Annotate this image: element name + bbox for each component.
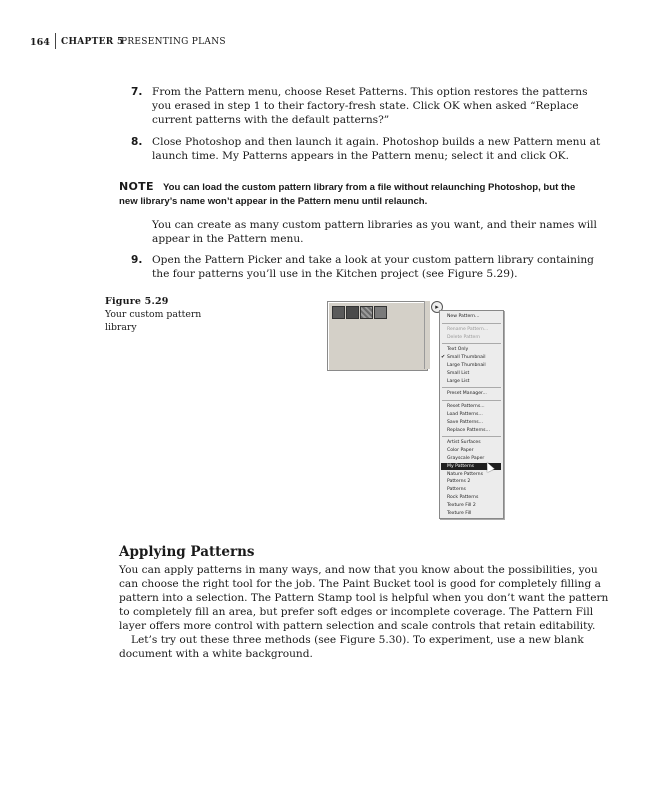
menu-item: Preset Manager... (447, 391, 487, 397)
menu-separator (442, 343, 501, 344)
menu-separator (442, 436, 501, 437)
step-number: 9. (131, 254, 143, 266)
step-number: 8. (131, 136, 143, 148)
step-7 (131, 85, 609, 129)
pattern-swatch (346, 306, 359, 319)
header-divider (55, 33, 56, 49)
picker-scrollbar (424, 301, 430, 369)
menu-separator (442, 400, 501, 401)
menu-item: Patterns 2 (447, 479, 471, 485)
menu-item: Texture Fill (447, 510, 472, 516)
menu-item: Large Thumbnail (447, 363, 486, 368)
chapter-label: CHAPTER 5 (61, 37, 124, 47)
pattern-picker-panel (327, 301, 428, 371)
menu-item: Color Paper (447, 448, 474, 454)
section-paragraph: Let’s try out these three methods (see Figure 5.30). To experiment, use a new blank document with a white background. (119, 634, 584, 660)
menu-item: Save Patterns... (447, 419, 484, 425)
menu-item: Load Patterns... (447, 412, 483, 417)
step-text: Close Photoshop and then launch it again. Photoshop builds a new Pattern menu at launch time. My Patterns appears in the Pattern menu; select it and click OK. (152, 136, 601, 162)
figure-label: Figure 5.29 (105, 296, 169, 307)
page-number: 164 (30, 37, 50, 48)
menu-item: New Pattern... (447, 314, 480, 319)
section-heading: Applying Patterns (119, 544, 255, 560)
pattern-swatch (374, 306, 387, 319)
note-label: NOTE (119, 180, 154, 193)
menu-item: My Patterns (441, 463, 501, 470)
menu-item: Nature Patterns (447, 471, 483, 477)
menu-item: Small Thumbnail (447, 355, 486, 361)
menu-item: Rock Patterns (447, 495, 479, 500)
note-text: You can load the custom pattern library from a file without relaunching Photoshop, but the new library’s name won’t appear in the Pattern menu until relaunch. (119, 182, 576, 207)
step-number: 7. (131, 86, 143, 98)
menu-item: Replace Patterns... (447, 427, 490, 433)
step-text: Open the Pattern Picker and take a look at your custom pattern library containing the four patterns you’ll use in the Kitchen project (see Figure 5.29). (152, 254, 594, 280)
menu-item: Artist Surfaces (447, 440, 481, 446)
menu-item: Large List (447, 378, 470, 384)
menu-item: Reset Patterns... (447, 404, 485, 410)
menu-separator (442, 387, 501, 388)
step-9 (131, 253, 609, 283)
checkmark-icon: ✔ (441, 354, 446, 361)
step-8 (131, 135, 609, 165)
step-text: From the Pattern menu, choose Reset Patterns. This option restores the patterns you erased in step 1 to their factory-fresh state. Click OK when asked “Replace current patterns with the default patterns?” (152, 86, 588, 126)
picker-menu-arrow-icon: ▸ (431, 301, 443, 313)
menu-item: Patterns (447, 487, 466, 493)
pattern-swatch (332, 306, 345, 319)
pattern-swatch (360, 306, 373, 319)
menu-separator (442, 323, 501, 324)
menu-item: Grayscale Paper (447, 456, 485, 461)
note-followup-paragraph: You can create as many custom pattern libraries as you want, and their names will appear in the Pattern menu. (152, 219, 597, 245)
figure-caption: Your custom pattern library (105, 309, 202, 333)
menu-item: Text Only (447, 347, 469, 353)
menu-item: Delete Pattern (447, 334, 481, 340)
chapter-title: PRESENTING PLANS (121, 37, 226, 47)
menu-item: Small List (447, 370, 470, 376)
menu-item: Texture Fill 2 (447, 502, 476, 508)
pattern-menu (439, 310, 504, 519)
menu-item: Rename Pattern... (447, 326, 489, 332)
section-paragraph: You can apply patterns in many ways, and now that you know about the possibilities, you can choose the right tool for the job. The Paint Bucket tool is good for completely filling a pattern into a selection. The Pattern Stamp tool is helpful when you don’t want the pattern to completely fill an area, but prefer soft edges or incomplete coverage. The Pattern Fill layer offers more control with pattern selection and scale controls that retain editability. (119, 564, 609, 632)
